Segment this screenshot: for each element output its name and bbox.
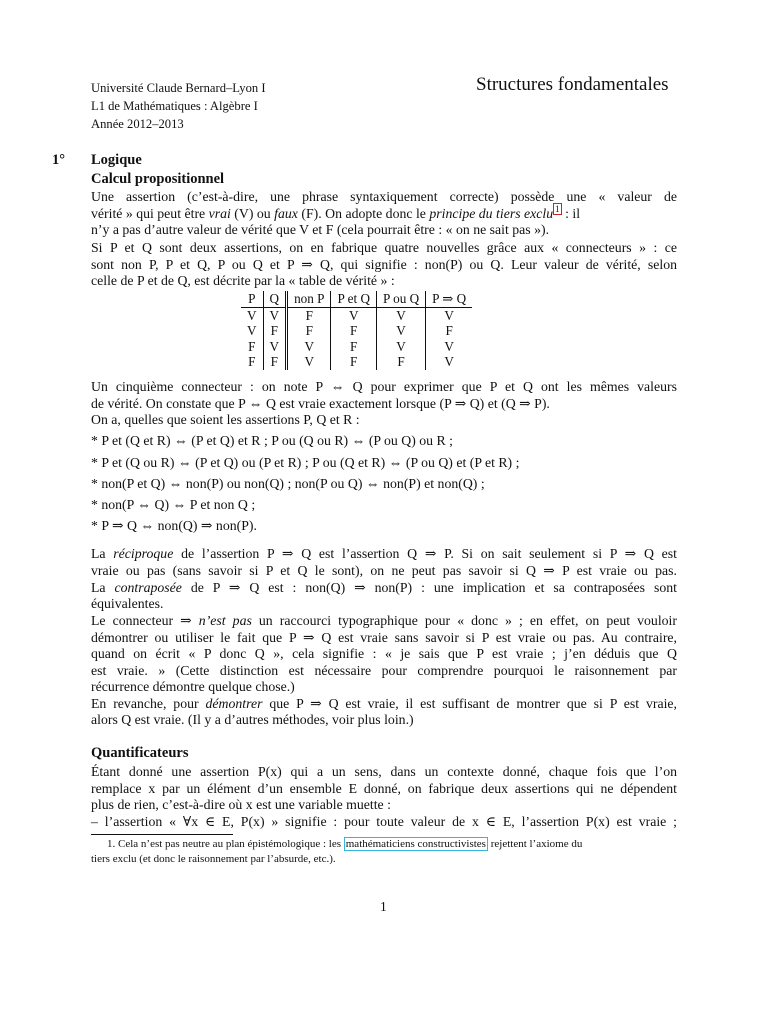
table-header: non P xyxy=(287,291,331,307)
table-header: Q xyxy=(263,291,287,307)
table-header-row xyxy=(241,291,472,307)
p7-line4: – l’assertion « ∀x ∈ E, P(x) » signifie : pour toute valeur de x ∈ E, l’assertion P(x) est vraie ; xyxy=(91,814,677,829)
table-cell: F xyxy=(241,354,263,370)
text: de P ⇒ Q est : non(Q) ⇒ non(P) : une implication et sa contraposées sont xyxy=(181,580,677,595)
footnote-rule xyxy=(91,834,233,835)
text: rejettent l’axiome du xyxy=(487,838,583,850)
table-cell: F xyxy=(287,307,331,323)
table-cell: V xyxy=(263,307,287,323)
section-number: 1° xyxy=(52,152,66,168)
table-cell: F xyxy=(331,339,376,355)
p3-line3: On a, quelles que soient les assertions P, Q et R : xyxy=(91,412,360,427)
header-university: Université Claude Bernard–Lyon I xyxy=(91,81,266,95)
italic-contraposee: contraposée xyxy=(114,580,182,595)
table-cell: V xyxy=(287,339,331,355)
table-cell: F xyxy=(331,323,376,339)
text: 1. Cela n’est pas neutre au plan épistémologique : les xyxy=(107,838,344,850)
text: La xyxy=(91,580,115,595)
text: : il xyxy=(561,206,581,221)
footnote-ref[interactable]: 1 xyxy=(555,204,560,215)
table-cell: V xyxy=(331,307,376,323)
p4-line2: vraie ou pas (sans savoir si P et Q le sont), on ne peut pas savoir si Q ⇒ P est vraie ou pas. xyxy=(91,563,677,578)
page-number: 1 xyxy=(380,899,387,914)
p2-line2: sont non P, P et Q, P ou Q et P ⇒ Q, qui signifie : non(P) ou Q. Leur valeur de vérité, selon xyxy=(91,257,677,272)
table-cell: V xyxy=(376,307,425,323)
table-cell: F xyxy=(263,354,287,370)
rule-item: * P ⇒ Q ⇔ non(Q) ⇒ non(P). xyxy=(91,518,257,533)
table-cell: F xyxy=(263,323,287,339)
table-row xyxy=(241,323,472,339)
italic-tiers-exclu: principe du tiers exclu xyxy=(429,206,554,221)
table-header: P xyxy=(241,291,263,307)
p7-line2: remplace x par un élément d’un ensemble E donné, on fabrique deux assertions qui ne dépendent xyxy=(91,781,677,796)
text: un raccourci typographique pour « donc » ; en effet, on peut vouloir xyxy=(251,613,677,628)
table-cell: V xyxy=(376,339,425,355)
p3-line2: de vérité. On constate que P ⇔ Q est vraie exactement lorsque (P ⇒ Q) et (Q ⇒ P). xyxy=(91,396,550,411)
italic-reciproque: réciproque xyxy=(113,546,174,561)
p7-line1: Étant donné une assertion P(x) qui a un sens, dans un contexte donné, chaque fois que l’on xyxy=(91,764,677,779)
table-cell: V xyxy=(287,354,331,370)
table-cell: F xyxy=(376,354,425,370)
p4-line1 xyxy=(91,546,677,562)
text: Le connecteur ⇒ xyxy=(91,613,199,628)
text: de l’assertion P ⇒ Q est l’assertion Q ⇒ P. Si on sait seulement si P ⇒ Q est xyxy=(173,546,677,561)
p5-line3: quand on écrit « P donc Q », cela signifie : « je sais que P est vraie ; j’en déduis que Q xyxy=(91,646,677,661)
table-header: P ⇒ Q xyxy=(426,291,473,307)
table-cell: F xyxy=(287,323,331,339)
table-cell: F xyxy=(331,354,376,370)
p2-line1: Si P et Q sont deux assertions, on en fabrique quatre nouvelles grâce aux « connecteurs » : ce xyxy=(91,240,677,255)
rule-item: * non(P et Q) ⇔ non(P) ou non(Q) ; non(P ou Q) ⇔ non(P) et non(Q) ; xyxy=(91,476,485,491)
rule-item: * non(P ⇔ Q) ⇔ P et non Q ; xyxy=(91,497,256,512)
table-row xyxy=(241,307,472,323)
table-header: P et Q xyxy=(331,291,376,307)
table-cell: V xyxy=(444,307,454,323)
constructivists-link[interactable]: mathématiciens constructivistes xyxy=(345,838,486,850)
table-cell: V xyxy=(376,323,425,339)
text: (F). On adopte donc le xyxy=(297,206,430,221)
p4-line3 xyxy=(91,580,677,596)
header-year: Année 2012–2013 xyxy=(91,117,184,131)
rule-item: * P et (Q ou R) ⇔ (P et Q) ou (P et R) ; P ou (Q et R) ⇔ (P ou Q) et (P et R) ; xyxy=(91,455,520,470)
section-title: Logique xyxy=(91,152,142,168)
table-cell: V xyxy=(444,354,454,369)
subsection-title-calcul: Calcul propositionnel xyxy=(91,171,225,187)
subsection-title-quantificateurs: Quantificateurs xyxy=(91,745,189,761)
text: que P ⇒ Q est vraie, il est suffisant de montrer que si P est vraie, xyxy=(262,696,677,711)
table-cell: V xyxy=(444,338,454,354)
truth-table xyxy=(241,291,472,370)
text: La xyxy=(91,546,114,561)
table-cell: V xyxy=(241,307,263,323)
text: En revanche, pour xyxy=(91,696,206,711)
p6-line1 xyxy=(91,696,677,712)
italic-demontrer: démontrer xyxy=(205,696,263,711)
footnote-line1 xyxy=(107,837,582,852)
p5-line1 xyxy=(91,613,677,629)
table-cell: F xyxy=(445,323,453,338)
p5-line5: récurrence démontre quelque chose.) xyxy=(91,679,295,694)
table-cell: V xyxy=(241,323,263,339)
p1-line1: Une assertion (c’est-à-dire, une phrase syntaxiquement correcte) possède une « valeur de xyxy=(91,189,677,204)
rule-item: * P et (Q et R) ⇔ (P et Q) et R ; P ou (Q ou R) ⇔ (P ou Q) ou R ; xyxy=(91,433,454,448)
table-cell: V xyxy=(263,339,287,355)
p5-line4: est vraie. » (Cette distinction est nécessaire pour comprendre pourquoi le raisonnement par xyxy=(91,663,677,678)
text: vérité » qui peut être xyxy=(91,206,209,221)
table-header: P ou Q xyxy=(376,291,425,307)
table-row xyxy=(241,339,472,355)
table-cell: F xyxy=(241,339,263,355)
p2-line3: celle de P et de Q, est décrite par la « table de vérité » : xyxy=(91,273,395,288)
p7-line3: plus de rien, c’est-à-dire où x est une variable muette : xyxy=(91,797,391,812)
italic-nest-pas: n’est pas xyxy=(198,613,252,628)
footnote-line2: tiers exclu (et donc le raisonnement par l’absurde, etc.). xyxy=(91,853,336,865)
p5-line2: démontrer ou utiliser le fait que P ⇒ Q est vraie sans savoir si P est vraie ou pas. Au contraire, xyxy=(91,630,677,645)
p4-line4: équivalentes. xyxy=(91,596,164,611)
italic-vrai: vrai xyxy=(208,206,231,221)
p1-line3: n’y a pas d’autre valeur de vérité que V et F (cela pourrait être : « on ne sait pas »). xyxy=(91,222,550,237)
page-title: Structures fondamentales xyxy=(476,74,669,95)
header-course: L1 de Mathématiques : Algèbre I xyxy=(91,99,258,113)
text: (V) ou xyxy=(230,206,275,221)
p6-line2: alors Q est vraie. (Il y a d’autres méthodes, voir plus loin.) xyxy=(91,712,414,727)
italic-faux: faux xyxy=(274,206,298,221)
table-row xyxy=(241,354,472,370)
p3-line1: Un cinquième connecteur : on note P ⇔ Q pour exprimer que P et Q ont les mêmes valeurs xyxy=(91,379,677,394)
p1-line2 xyxy=(91,206,677,222)
